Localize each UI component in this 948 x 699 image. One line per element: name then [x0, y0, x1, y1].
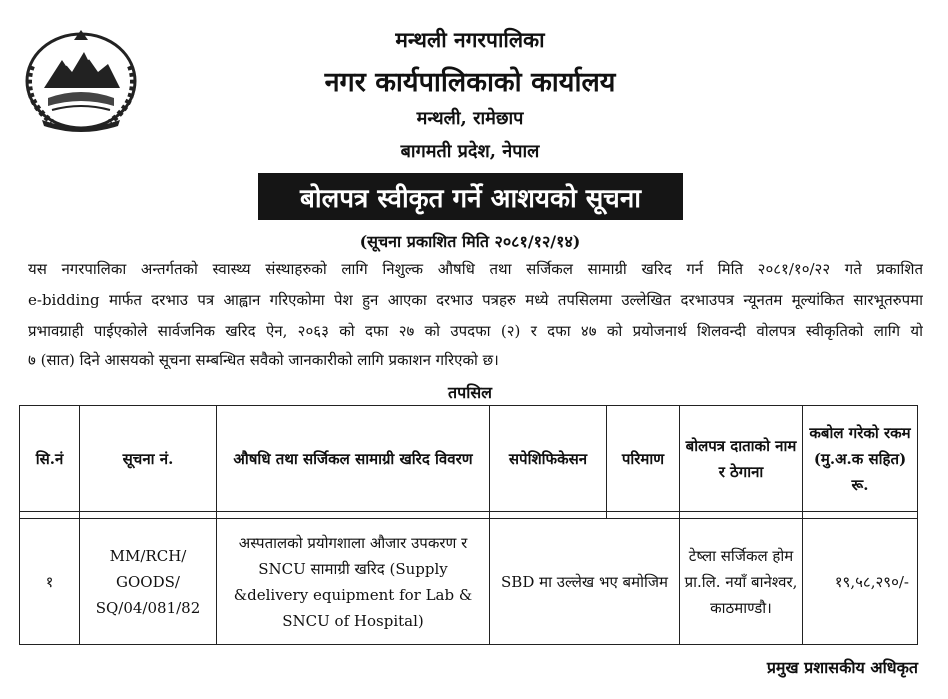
body-line-3: प्रभावग्राही पाईएकोले सार्वजनिक खरिद ऐन, २०६३ को दफा २७ को उपदफा (२) र दफा ४७ को प्रयोजनार्थ शिलवन्दी वोलपत्र स्वीकृतिको लागि यो: [28, 322, 923, 340]
cell-description: अस्पतालको प्रयोगशाला औजार उपकरण र SNCU सामाग्री खरिद (Supply &delivery equipment for Lab & SNCU of Hospital): [217, 519, 490, 645]
body-line-1: यस नगरपालिका अन्तर्गतको स्वास्थ्य संस्थाहरुको लागि निशुल्क औषधि तथा सर्जिकल सामाग्री खरिद गर्न मिति २०८१/१०/२२ गते प्रकाशित: [28, 260, 923, 278]
cell-sn: १: [20, 519, 80, 645]
cell-bidder: टेष्ला सर्जिकल होम प्रा.लि. नयाँ बानेश्वर, काठमाण्डौ।: [680, 519, 803, 645]
municipality-name: मन्थली नगरपालिका: [395, 27, 545, 52]
cell-notice-no: MM/RCH/ GOODS/ SQ/04/081/82: [80, 519, 217, 645]
header-quantity: परिमाण: [607, 406, 680, 512]
province-country: बागमती प्रदेश, नेपाल: [400, 141, 540, 162]
table-gap-row: [20, 512, 918, 519]
header-specification: सपेशिफिकेसन: [490, 406, 607, 512]
nepal-government-emblem-icon: [22, 26, 140, 132]
body-line-2: e-bidding मार्फत दरभाउ पत्र आह्वान गरिएकोमा पेश हुन आएका दरभाउ पत्रहरु मध्ये तपसिलमा उल्लेखित दरभाउपत्र न्यूनतम मूल्यांकित सारभूतरुपमा: [28, 291, 923, 309]
header-description: औषधि तथा सर्जिकल सामाग्री खरिद विवरण: [217, 406, 490, 512]
signoff-designation: प्रमुख प्रशासकीय अधिकृत: [766, 658, 918, 677]
details-heading: तपसिल: [447, 383, 493, 402]
header-bidder: बोलपत्र दाताको नाम र ठेगाना: [680, 406, 803, 512]
office-location: मन्थली, रामेछाप: [416, 108, 524, 129]
table-header-row: [20, 406, 918, 512]
award-table: [19, 405, 918, 645]
header-sn: सि.नं: [20, 406, 80, 512]
header-amount: कबोल गरेको रकम (मु.अ.क सहित) रू.: [803, 406, 918, 512]
cell-amount: १९,५८,२९०/-: [803, 519, 918, 645]
cell-specification-quantity: SBD मा उल्लेख भए बमोजिम: [490, 519, 680, 645]
table-row: [20, 519, 918, 645]
header-notice-no: सूचना नं.: [80, 406, 217, 512]
notice-title: बोलपत्र स्वीकृत गर्ने आशयको सूचना: [258, 173, 683, 220]
office-name: नगर कार्यपालिकाको कार्यालय: [324, 67, 616, 98]
publication-date: (सूचना प्रकाशित मिति २०८१/१२/१४): [359, 232, 581, 251]
body-line-4: ७ (सात) दिने आसयको सूचना सम्बन्धित सवैको जानकारीको लागि प्रकाशन गरिएको छ।: [28, 351, 499, 369]
